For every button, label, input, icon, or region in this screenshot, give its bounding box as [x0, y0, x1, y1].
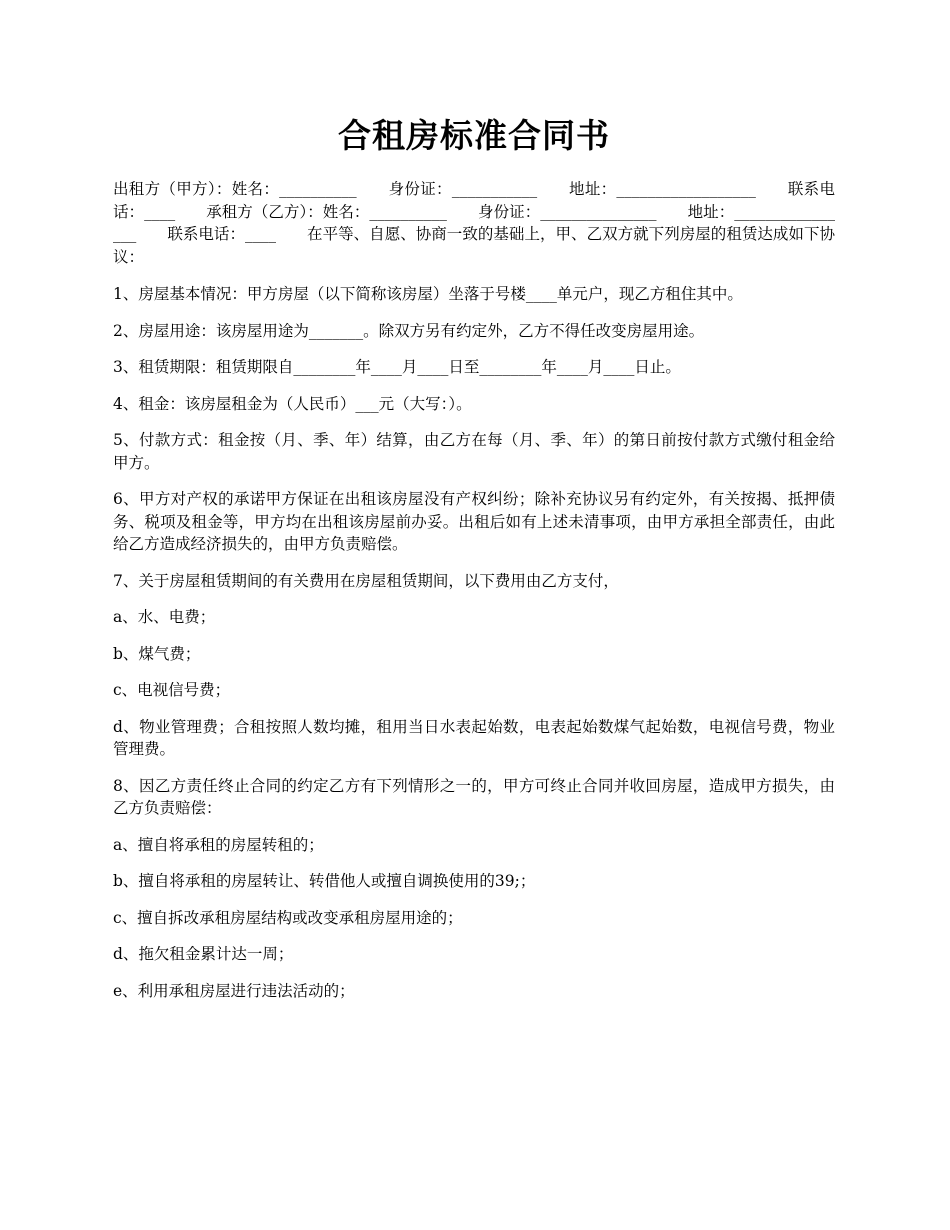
clause-8-item-c: c、擅自拆改承租房屋结构或改变承租房屋用途的； [113, 908, 463, 927]
clause-8: 8、因乙方责任终止合同的约定乙方有下列情形之一的，甲方可终止合同并收回房屋，造成甲方损失，由乙方负责赔偿： [113, 776, 835, 817]
clause-7: 7、关于房屋租赁期间的有关费用在房屋租赁期间，以下费用由乙方支付， [113, 571, 619, 590]
document-body [113, 178, 835, 1016]
clause-1: 1、房屋基本情况：甲方房屋（以下简称该房屋）坐落于号楼____单元户，现乙方租住其中。 [113, 285, 743, 303]
document-title: 合租房标准合同书 [338, 116, 610, 155]
clause-3: 3、租赁期限：租赁期限自________年____月____日至________年____月____日止。 [113, 358, 681, 376]
clause-5: 5、付款方式：租金按（月、季、年）结算，由乙方在每（月、季、年）的第日前按付款方式缴付租金给甲方。 [113, 431, 835, 472]
clause-6: 6、甲方对产权的承诺甲方保证在出租该房屋没有产权纠纷；除补充协议另有约定外，有关按揭、抵押债务、税项及租金等，甲方均在出租该房屋前办妥。出租后如有上述未清事项，由甲方承担全部责任，由此给乙方造成经济损失的，由甲方负责赔偿。 [113, 490, 835, 553]
clause-8-item-e: e、利用承租房屋进行违法活动的； [113, 981, 355, 1000]
clause-7-item-c: c、电视信号费； [113, 681, 231, 699]
clause-7-item-a: a、水、电费； [113, 608, 216, 626]
clause-8-item-a: a、擅自将承租的房屋转租的； [113, 835, 324, 854]
clause-7-item-d: d、物业管理费；合租按照人数均摊，租用当日水表起始数，电表起始数煤气起始数，电视信号费，物业管理费。 [113, 717, 835, 758]
clause-2: 2、房屋用途：该房屋用途为_______。除双方另有约定外，乙方不得任改变房屋用途。 [113, 321, 705, 340]
clause-7-item-b: b、煤气费； [113, 644, 201, 663]
clause-8-item-d: d、拖欠租金累计达一周； [113, 945, 294, 963]
clause-4: 4、租金：该房屋租金为（人民币）___元（大写：）。 [113, 394, 472, 413]
clause-8-item-b: b、擅自将承租的房屋转让、转借他人或擅自调换使用的39;； [113, 872, 536, 890]
intro-paragraph: 出租方（甲方）：姓名：__________ 身份证：___________ 地址：__________________ 联系电话：____ 承租方（乙方）：姓名：__________ 身份证：_______________ 地址：________________ 联系电话：____ 在平等、自愿、协商一致的基础上，甲、乙双方就下列房屋的租赁达成如下协议： [113, 180, 835, 266]
